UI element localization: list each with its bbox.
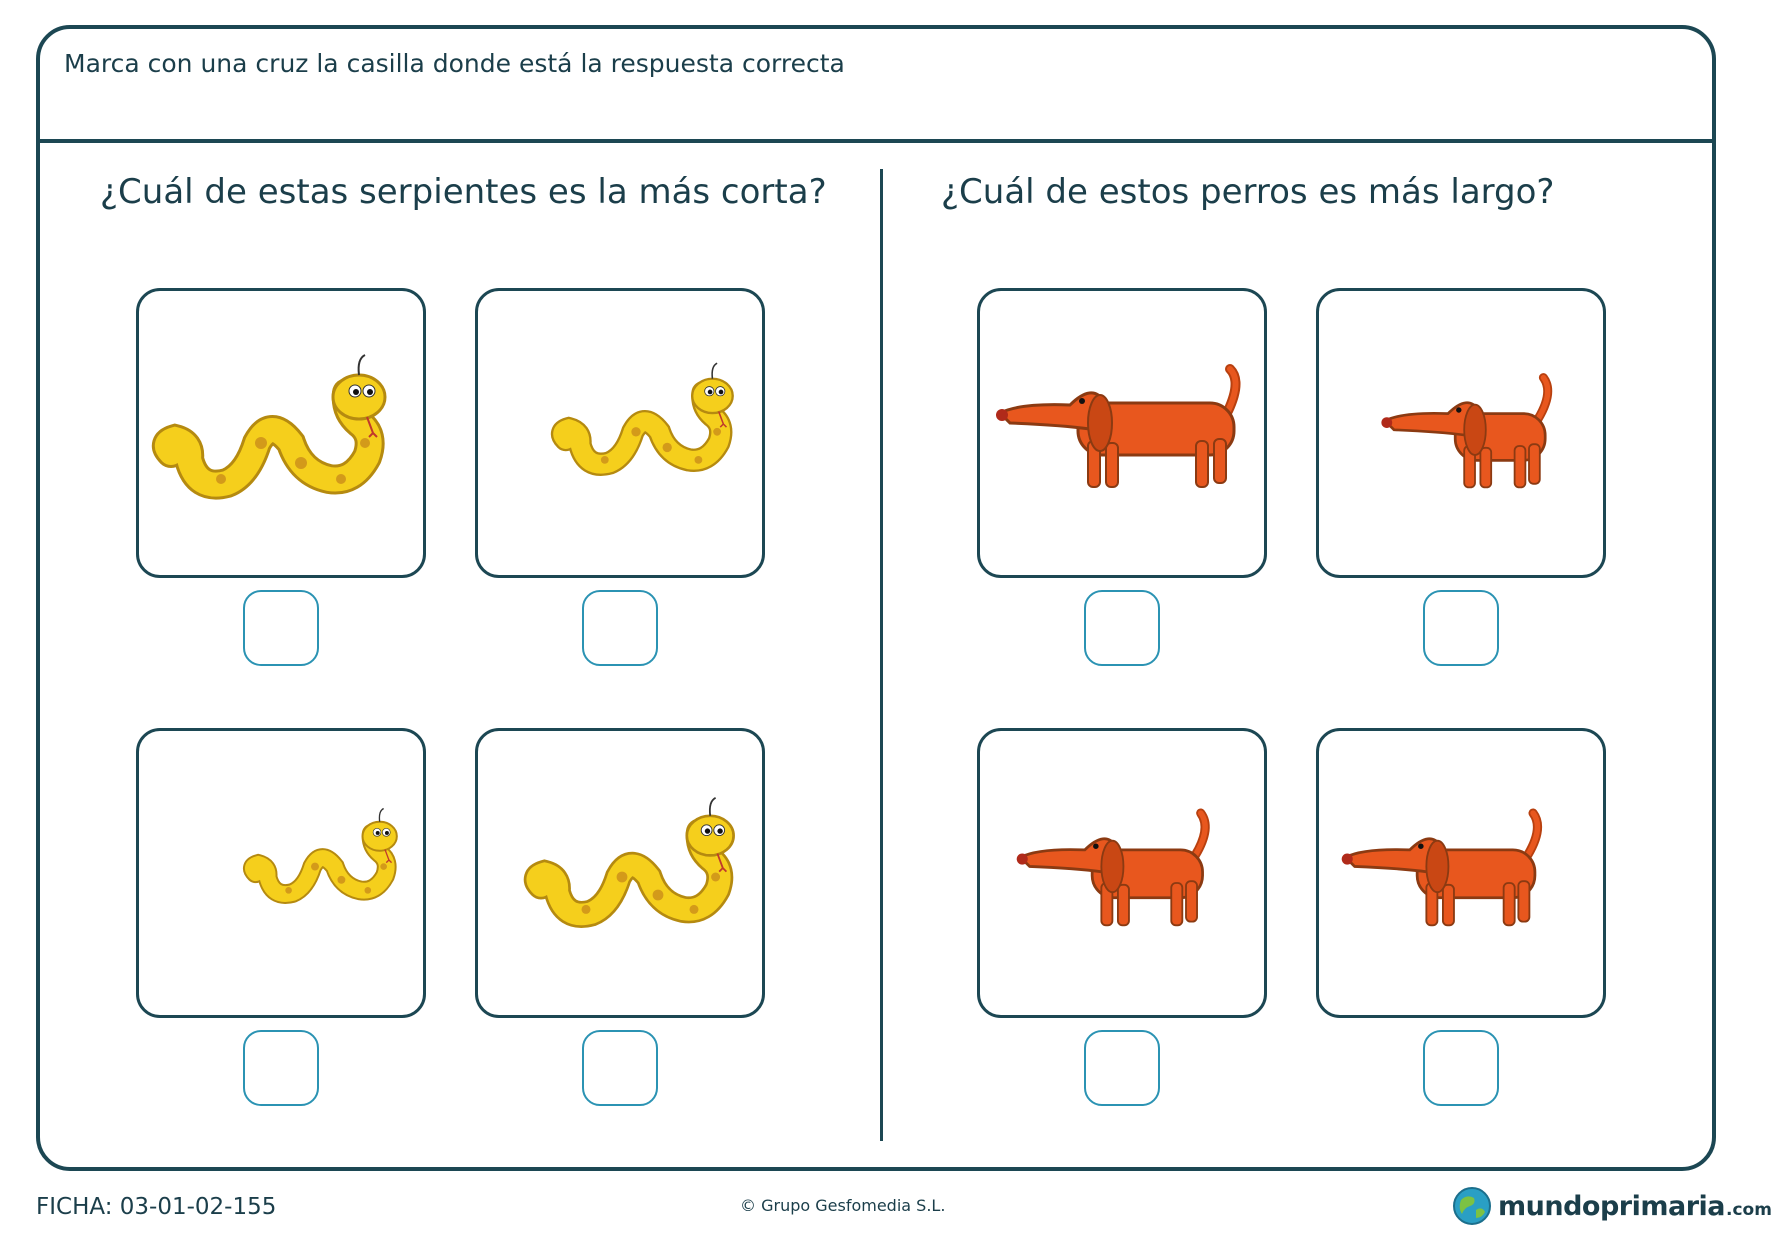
instruction-text: Marca con una cruz la casilla donde está la respuesta correcta (64, 49, 845, 78)
dog-icon (1319, 731, 1609, 1021)
dog-option-1-checkbox[interactable] (1084, 590, 1160, 666)
dog-option-1-card (977, 288, 1267, 578)
instruction-header (40, 29, 1712, 143)
section-divider (880, 169, 883, 1141)
copyright-text: © Grupo Gesfomedia S.L. (740, 1196, 946, 1215)
snake-icon (139, 731, 429, 1021)
snake-option-3-card (136, 728, 426, 1018)
dog-option-4-card (1316, 728, 1606, 1018)
dog-icon (980, 291, 1270, 581)
dog-option-2-card (1316, 288, 1606, 578)
snake-question: ¿Cuál de estas serpientes es la más corta? (100, 172, 827, 212)
snake-icon (478, 291, 768, 581)
brand-logo[interactable] (1452, 1184, 1772, 1228)
snake-option-2-checkbox[interactable] (582, 590, 658, 666)
dog-option-4-checkbox[interactable] (1423, 1030, 1499, 1106)
dog-option-3-checkbox[interactable] (1084, 1030, 1160, 1106)
snake-option-4-card (475, 728, 765, 1018)
dog-icon (980, 731, 1270, 1021)
snake-option-2-card (475, 288, 765, 578)
snake-option-4-checkbox[interactable] (582, 1030, 658, 1106)
brand-name: mundoprimaria (1498, 1190, 1725, 1222)
globe-icon (1452, 1186, 1492, 1226)
snake-icon (478, 731, 768, 1021)
snake-option-1-card (136, 288, 426, 578)
snake-option-3-checkbox[interactable] (243, 1030, 319, 1106)
dog-icon (1319, 291, 1609, 581)
snake-icon (139, 291, 429, 581)
dog-option-2-checkbox[interactable] (1423, 590, 1499, 666)
dog-option-3-card (977, 728, 1267, 1018)
snake-option-1-checkbox[interactable] (243, 590, 319, 666)
brand-tld: .com (1726, 1200, 1772, 1220)
dog-question: ¿Cuál de estos perros es más largo? (941, 172, 1555, 212)
ficha-code: FICHA: 03-01-02-155 (36, 1194, 277, 1220)
